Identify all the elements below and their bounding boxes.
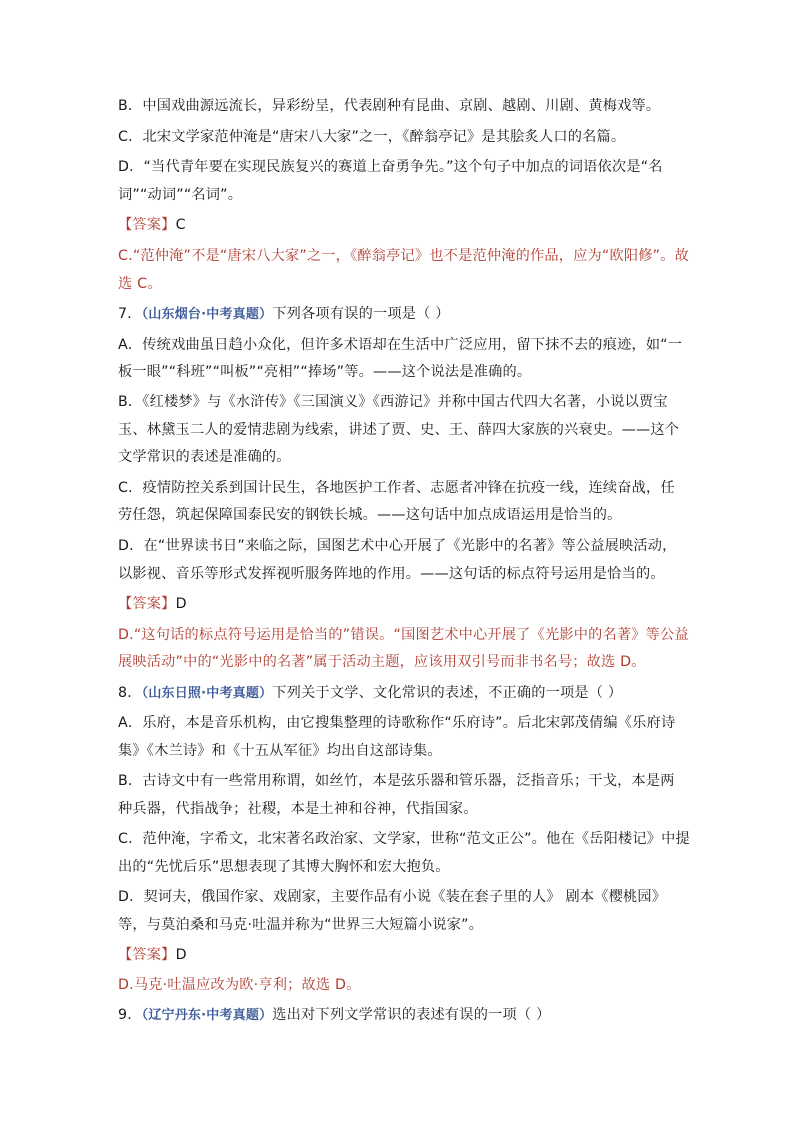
answer-value: C (175, 217, 186, 233)
q8-option-b-line2: 种兵器，代指战争；社稷，本是土神和谷神，代指国家。 (118, 801, 478, 817)
q7-option-c-line2: 劳任怨，筑起保障国泰民安的钢铁长城。——这句话中加点成语运用是恰当的。 (118, 507, 622, 523)
q6-option-d-line1: D．“当代青年要在实现民族复兴的赛道上奋勇争先。”这个句子中加点的词语依次是“名 (118, 159, 663, 175)
q7-option-b-line3: 文学常识的表述是准确的。 (118, 449, 291, 465)
q7-option-d-line2: 以影视、音乐等形式发挥视听服务阵地的作用。——这句话的标点符号运用是恰当的。 (118, 566, 665, 582)
q8-option-a-line2: 集》《木兰诗》和《十五从军征》均出自这部诗集。 (118, 743, 442, 759)
q7-option-b-line1: B．《红楼梦》与《水浒传》《三国演义》《西游记》并称中国古代四大名著，小说以贾宝 (118, 394, 668, 410)
answer-value: D (175, 947, 187, 963)
question-stem-text: 下列关于文学、文化常识的表述，不正确的一项是（ ） (272, 685, 623, 701)
q7-option-d-line1: D．在“世界读书日”来临之际，国图艺术中心开展了《光影中的名著》等公益展映活动， (118, 538, 677, 554)
q8-option-b-line1: B．古诗文中有一些常用称谓，如丝竹，本是弦乐器和管乐器，泛指音乐；干戈，本是两 (118, 773, 675, 789)
q8-option-c-line1: C．范仲淹，字希文，北宋著名政治家、文学家，世称“范文正公”。他在《岳阳楼记》中提 (118, 831, 690, 847)
q6-option-d-line2: 词”“动词”“名词”。 (118, 187, 243, 203)
question-stem-text: 下列各项有误的一项是（ ） (272, 306, 450, 322)
q8-stem (118, 683, 622, 704)
q7-option-b-line2: 玉、林黛玉二人的爱情悲剧为线索，讲述了贾、史、王、薛四大家族的兴衰史。——这个 (118, 422, 680, 438)
q9-stem (118, 1005, 550, 1026)
q8-option-d-line1: D．契诃夫，俄国作家、戏剧家，主要作品有小说《装在套子里的人》 剧本《樱桃园》 (118, 889, 667, 905)
question-source-tag: （山东日照·中考真题） (141, 686, 273, 701)
q8-option-d-line2: 等，与莫泊桑和马克·吐温并称为“世界三大短篇小说家”。 (118, 917, 484, 933)
q7-option-a-line1: A．传统戏曲虽日趋小众化，但许多术语却在生活中广泛应用，留下抹不去的痕迹，如“一 (118, 337, 683, 353)
q6-option-c: C．北宋文学家范仲淹是“唐宋八大家”之一，《醉翁亭记》是其脍炙人口的名篇。 (118, 129, 626, 145)
answer-label: 【答案】 (118, 217, 176, 233)
q8-answer (118, 945, 187, 965)
q6-answer (118, 215, 186, 235)
question-number: 8． (118, 685, 142, 701)
q7-analysis-line1: D.“这句话的标点符号运用是恰当的”错误。“国图艺术中心开展了《光影中的名著》等公益 (118, 627, 689, 643)
q6-analysis-line2: 选 C。 (118, 276, 162, 292)
q7-stem (118, 304, 450, 325)
question-stem-text: 选出对下列文学常识的表述有误的一项（ ） (272, 1007, 551, 1023)
q8-option-a-line1: A．乐府，本是音乐机构，由它搜集整理的诗歌称作“乐府诗”。后北宋郭茂倩编《乐府诗 (118, 715, 676, 731)
q6-analysis-line1: C.“范仲淹”不是“唐宋八大家”之一，《醉翁亭记》也不是范仲淹的作品，应为“欧阳修”。故 (118, 248, 689, 264)
q7-answer (118, 594, 187, 614)
q6-option-b: B．中国戏曲源远流长，异彩纷呈，代表剧种有昆曲、京剧、越剧、川剧、黄梅戏等。 (118, 98, 661, 114)
q7-option-c-line1: C．疫情防控关系到国计民生，各地医护工作者、志愿者冲锋在抗疫一线，连续奋战，任 (118, 480, 675, 496)
question-source-tag: （辽宁丹东·中考真题） (141, 1008, 273, 1023)
answer-label: 【答案】 (118, 596, 176, 612)
q8-option-c-line2: 出的“先忧后乐”思想表现了其博大胸怀和宏大抱负。 (118, 859, 450, 875)
q7-analysis-line2: 展映活动”中的“光影中的名著”属于活动主题，应该用双引号而非书名号；故选 D。 (118, 654, 646, 670)
answer-label: 【答案】 (118, 947, 176, 963)
answer-value: D (175, 596, 187, 612)
q8-analysis-line1: D.马克·吐温应改为欧·亨利；故选 D。 (118, 977, 361, 993)
question-source-tag: （山东烟台·中考真题） (141, 307, 273, 322)
q7-option-a-line2: 板一眼”“科班”“叫板”“亮相”“捧场”等。——这个说法是准确的。 (118, 364, 532, 380)
question-number: 7． (118, 306, 142, 322)
question-number: 9． (118, 1007, 142, 1023)
